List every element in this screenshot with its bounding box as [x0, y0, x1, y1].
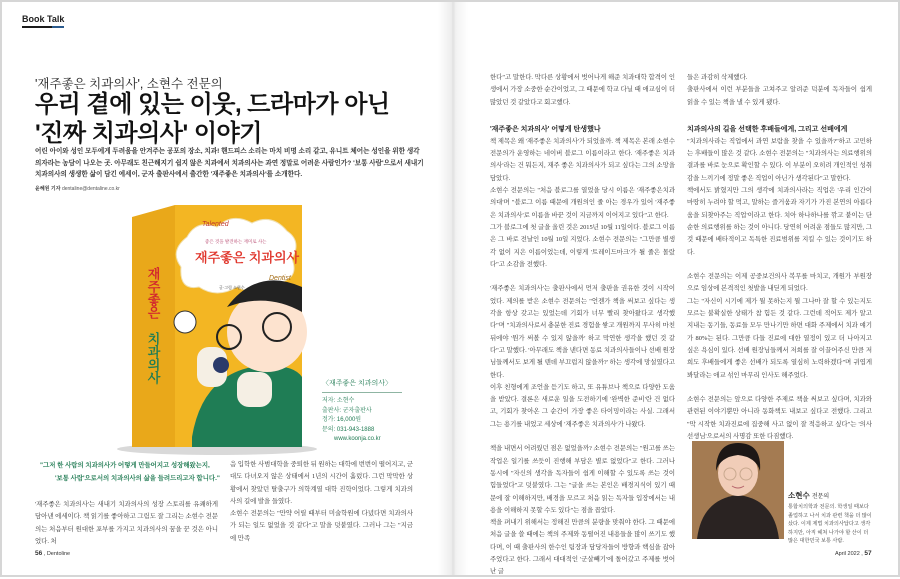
- right-body-col1: [490, 72, 675, 579]
- cover-tag-dentist: Dentist: [269, 275, 291, 282]
- paragraph: 책에서도 밝혔지만 그의 생각에 치과의사라는 직업은 '우리 인간이 마땅히 누려야 할 먹고, 말하는 즐거움과 자기가 가진 본연의 아름다움을 되찾아주는 직업'이라고 한다. 치아 하나하나를 깎고 붙이는 단순한 의료행위를 하는 것이 아니다. 당연히 어려운 점들도 많지만, 그것 때문에 배타적이고 독특한 진료범위를 지킬 수 있는 것이기도 하다.: [687, 187, 872, 256]
- article-kicker: '재주좋은 치과의사', 소현수 전문의: [35, 77, 223, 91]
- book-info-contact: 문의: 031-943-1888: [322, 426, 375, 433]
- issue-date: April 2022: [835, 551, 860, 557]
- book-info-price: 정가: 16,000원: [322, 417, 362, 423]
- paragraph: '재주좋은 치과의사'는 새내기 치과의사의 성장 스토리를 유쾌하게 담아낸 에세이다. 책 읽기를 좋아하고 그림도 잘 그리는 소현수 전문의는 처음부터 원대한 포부를 가지고 치과의사의 꿈을 꾼 것은 아니었다. 처: [35, 501, 218, 545]
- article-lede: 어린 아이와 성인 모두에게 두려움을 안겨주는 공포의 장소, 치과! 핸드피스 소리는 마치 비명 소리 같고, 유니트 체어는 성인을 위한 생각 의자라는 농담이 나오는 곳. 아무래도 친근해지기 쉽지 않은 치과에서 치과의사는 과연 정말로 어려운 사람인가? '보통 사람'으로서 새내기 치과의사의 생생한 삶이 담긴 에세이, 군자 출판사에서 출간한 '재주좋은 치과의사'를 소개한다.: [35, 148, 424, 178]
- svg-text:재주좋은: 재주좋은: [145, 267, 161, 319]
- paragraph: 들은 과감히 삭제했다.: [687, 74, 748, 81]
- cover-tagline: 좋은 것을 발견하는 재미로 사는: [205, 239, 267, 244]
- left-body-col1: [35, 499, 218, 548]
- left-body-col2: [230, 459, 413, 545]
- byline: [35, 185, 120, 192]
- paragraph: '재주좋은 치과의사'는 출판사에서 먼저 출판을 권유한 것이 시작이었다. 제의를 받은 소현수 전문의는 "언젠가 책을 써보고 싶다는 생각을 항상 갖고는 있었는데 기회가 너무 빨리 찾아왔다고 생각했다"며 "치과의사로서 충분한 진료 경험을 쌓고 개원까지 무사히 마친 뒤에야 '뭔가 써볼 수 있지 않을까' 하고 막연한 생각을 했던 것 같다"고 말했다. '아무래도 책을 낸다면 동료 치과의사들이나 선배 원장님들께서도 보게 될 텐데 부끄럽지 않을까?' 하는 생각에 망설였다고 한다.: [490, 285, 675, 379]
- paragraph: 출판사에서 이런 부분들을 고쳐주고 알려준 덕분에 독자들이 쉽게 읽을 수 있는 책을 낼 수 있게 됐다.: [687, 86, 872, 106]
- svg-text:치과의사: 치과의사: [145, 332, 161, 384]
- paragraph: 그가 블로그에 첫 글을 올린 것은 2015년 10월 11일이다. 블로그 이름은 그 바로 전날인 10월 10일 지었다. 소현수 전문의는 "그만큼 별생각 없이 지은 이름이었는데, 이렇게 '트레이드마크'가 될 줄은 몰랐다"고 소감을 전했다.: [490, 223, 675, 268]
- byline-email: dentaline@dentaline.co.kr: [61, 186, 120, 192]
- byline-name: 윤혜원 기자: [35, 186, 61, 192]
- paragraph: 소현수 전문의는 "처음 블로그를 열었을 당시 이름은 '재주좋은치과의대'며 "블로그 이름 때문에 개원의인 줄 아는 경우가 있어 '재주좋은 치과의사'로 이름을 바꾼 것이 지금까지 이어지고 있다"고 한다.: [490, 187, 675, 219]
- right-folio: April 2022 , 57: [835, 550, 872, 557]
- author-caption: [788, 490, 874, 546]
- cover-tag-talented: Talented: [202, 221, 229, 228]
- paragraph: 소현수 전문의는 "만약 어릴 때부터 미술학원에 다녔다면 치과의사가 되는 일도 없었을 것 같다"고 말을 덧붙였다. 그러나 그는 "지금에 만족: [230, 510, 413, 542]
- page-number: 56: [35, 550, 43, 557]
- headline-line: '진짜 치과의사' 이야기: [35, 120, 262, 147]
- paragraph: 음 입학한 사범대학을 중퇴한 뒤 원하는 대학에 번번이 떨어지고, 군대도 다녀오지 않은 상태에서 1년의 시간이 흘렀다. 그런 막막한 상황에서 찾았던 탈출구가 의학계열 대학 진학이었다. 그렇게 치과의사의 길에 발을 들였다.: [230, 461, 413, 505]
- paragraph: 그는 "자신이 시기에 제가 뭘 못하는지 뭘 그나마 잘 할 수 있는지도 모르는 불확실한 상태가 참 힘든 것 같다. 그런데 적어도 제가 알고 지내는 동기들, 동료들 모두 만나기만 하면 대화 주제에서 치과 얘기가 80%는 된다. 그만큼 다들 진료에 대한 열정이 있고 더 나아지고 싶은 욕심이 있다. 선배 원장님들께서 저희를 잘 이끌어주신 만큼 저희도 후배들에게 좋은 선배가 되도록 열심히 노력하겠다"며 귀엽게 봐달라는 애교 섞인 마무리 인사도 해주었다.: [687, 297, 872, 379]
- pull-quote: [40, 460, 220, 485]
- section-tag: Book Talk: [22, 14, 64, 28]
- left-folio: 56 , Dentoline: [35, 550, 71, 557]
- magazine-name: Dentoline: [46, 551, 71, 557]
- paragraph: 책 제목은 왜 '재주좋은 치과의사'가 되었을까. 책 제목은 본래 소현수 전문의가 운영하는 네이버 블로그 이름이라고 한다. '재주좋은 치과의사'라는 건 뭐든지, 재주 좋은 치과의사가 되고 싶다는 그의 소망을 담았다.: [490, 137, 675, 182]
- book-info-website: www.koonja.co.kr: [334, 436, 381, 442]
- author-photo: [692, 441, 784, 539]
- right-body-col2: [687, 72, 872, 443]
- page-number: 57: [864, 550, 872, 557]
- paragraph: "치과의사라는 직업에서 과연 보람을 찾을 수 있을까?"하고 고민하는 후배들이 많은 것 같다. 소현수 전문의는 "치과의사는 의료행위의 결과를 바로 눈으로 확인할 수 있다. 이 부분이 오히려 개인적인 성취감을 느끼기에 정말 좋은 직업이 아닌가 생각된다"고 말한다.: [687, 137, 872, 182]
- article-headline: [35, 90, 390, 148]
- book-info-title: 〈재주좋은 치과의사〉: [322, 378, 402, 393]
- cover-author: 글·그림 소현수: [219, 285, 245, 290]
- book-info-publisher: 출판사: 군자출판사: [322, 407, 372, 414]
- paragraph: 소현수 전문의는 이제 공중보건의사 복무를 마치고, 개원가 부원장으로 임상에 본격적인 첫발을 내딛게 되었다.: [687, 273, 872, 293]
- subheading: '재주좋은 치과의사' 어떻게 탄생했나: [490, 125, 601, 133]
- book-info-author: 저자: 소현수: [322, 398, 355, 404]
- book-info-box: [322, 378, 402, 445]
- paragraph: 이후 친형에게 조언을 듣기도 하고, 또 유튜브나 책으로 다양한 도움을 받았다. 결론은 새로운 일을 도전하기에 '완벽한 준비'란 건 없다고, 기회가 찾아온 그 순간이 가장 좋은 타이밍이라는 사실. 그래서 그는 용기를 내었고 세상에 '재주좋은 치과의사'가 나왔다.: [490, 383, 675, 428]
- pull-quote-line: '보통 사람'으로서의 치과의사의 삶을 들려드리고자 합니다.": [55, 474, 220, 482]
- author-title: 전문의: [811, 494, 830, 500]
- headline-line: 우리 곁에 있는 이웃, 드라마가 아닌: [35, 91, 390, 118]
- paragraph: 책을 내면서 어려웠던 점은 없었을까? 소현수 전문의는 "원고를 쓰는 작업은 일기를 쓰듯이 진행해 부담은 별로 없었다"고 한다. 그러나 동시에 "자신의 생각을 독자들이 쉽게 이해할 수 있도록 쓰는 것이 힘들었다"고 덧붙였다. 그는 "글을 쓰는 본인은 배경지식이 있기 때문에 잘 이해하지만, 배경을 모르고 처음 읽는 독자들 입장에서는 내용을 이해하지 못할 수도 있다"는 점을 꼽았다.: [490, 445, 675, 514]
- paragraph: 한다"고 말한다. 막다른 상황에서 벗어나게 해준 치과대학 합격이 인생에서 가장 소중한 순간이었고, 그 때문에 학교 다닐 때 애교심이 더 많았던 것 같았다고 회고했다.: [490, 74, 675, 106]
- cover-title: 재주좋은 치과의사: [195, 250, 300, 265]
- author-name: 소현수: [788, 491, 810, 500]
- page-gutter: [438, 2, 468, 575]
- author-bio: 통합치의학과 전문의. 학생일 때보다 졸업하고 나서 치과 관련 책을 더 많이 샀다. 이제 제법 치과의사답다고 생각하지만, 아직 헤쳐 나가야 할 산이 더 많은 대한민국 보통 사람.: [788, 504, 872, 544]
- subheading: 치과의사의 길을 선택한 후배들에게, 그리고 선배에게: [687, 125, 848, 133]
- paragraph: 책을 펴내기 위해서는 정해진 만큼의 분량을 맞춰야 한다. 그 때문에 처음 글을 쓸 때에는 책의 주제와 동떨어진 내용들을 많이 쓰기도 했다며, 이 때 출판사의 한수인 팀장과 담당자들이 방향과 핵심을 잡아주었다고 한다. 그래서 대대적인 '군살빼기'에 돌어갔고 주제를 벗어난 글: [490, 519, 675, 576]
- pull-quote-line: "그저 한 사람의 치과의사가 어떻게 만들어지고 성장해왔는지,: [40, 462, 210, 469]
- book-cover-image: [97, 197, 317, 457]
- paragraph: 소현수 전문의는 앞으로 다양한 주제로 책을 써보고 싶다며, 치과와 관련된 이야기뿐만 아니라 동화책도 내보고 싶다고 전했다. 그리고 "막 시작한 치과진료에 집중해 사고 없이 잘 적응하고 싶다"는 '의사선생님'으로서의 사명감 또한 다짐했다.: [687, 396, 872, 441]
